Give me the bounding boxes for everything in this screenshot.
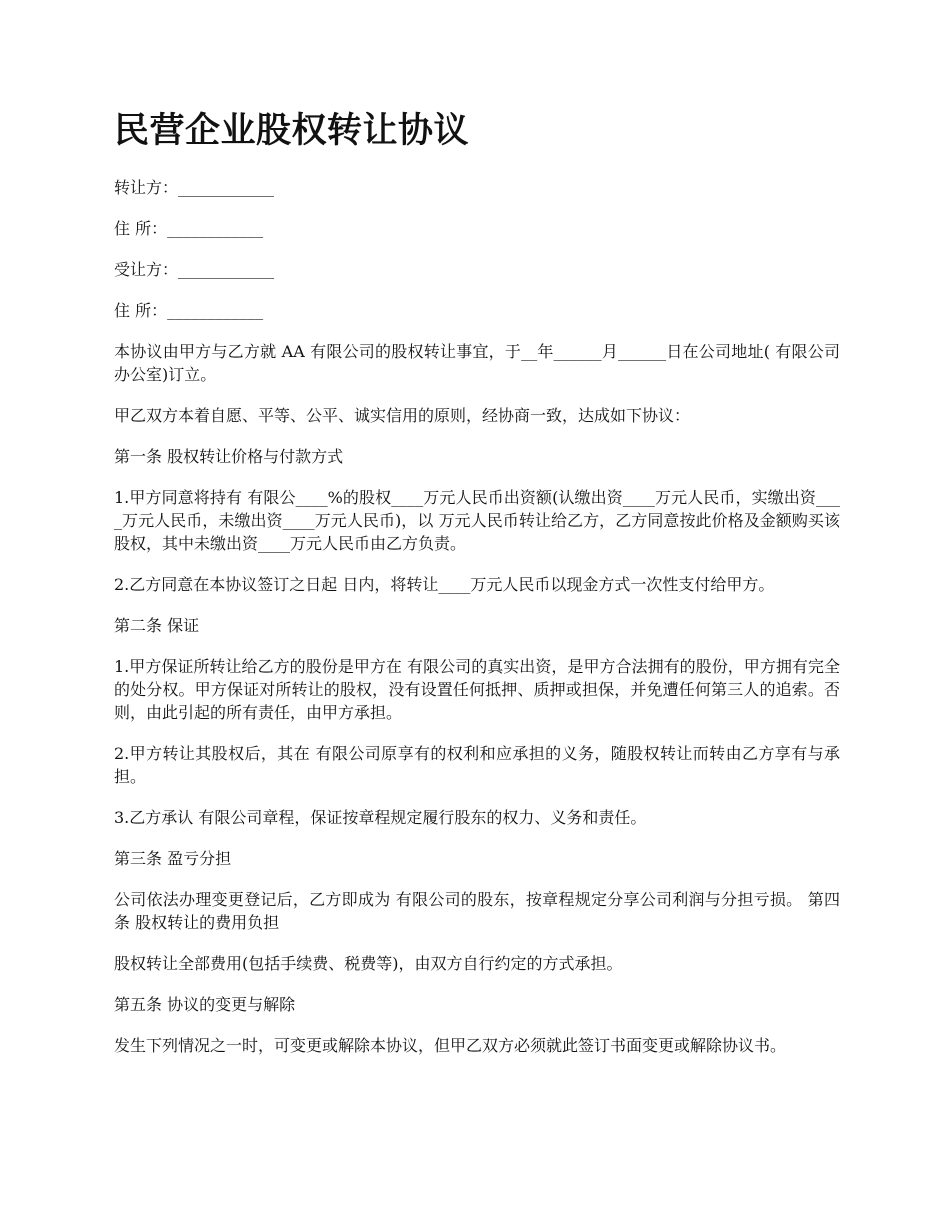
article-3-body: 公司依法办理变更登记后，乙方即成为 有限公司的股东，按章程规定分享公司利润与分担亏损。 第四条 股权转让的费用负担 <box>114 889 840 932</box>
article-2-clause-2: 2.甲方转让其股权后，其在 有限公司原享有的权利和应承担的义务，随股权转让而转由乙方享有与承担。 <box>114 743 840 786</box>
transferor-address-line: 住 所：____________ <box>114 218 264 238</box>
transferor-line: 转让方：____________ <box>114 177 275 197</box>
principle-paragraph: 甲乙双方本着自愿、平等、公平、诚实信用的原则，经协商一致，达成如下协议： <box>114 405 691 425</box>
document-title: 民营企业股权转让协议 <box>114 110 470 151</box>
article-1-clause-2: 2.乙方同意在本协议签订之日起 日内，将转让____万元人民币以现金方式一次性支付给甲方。 <box>114 574 775 594</box>
transferee-line: 受让方：____________ <box>114 259 275 279</box>
document-page <box>114 108 840 1075</box>
article-4-body: 股权转让全部费用(包括手续费、税费等)，由双方自行约定的方式承担。 <box>114 953 623 973</box>
article-2-heading: 第二条 保证 <box>114 615 200 635</box>
article-5-heading: 第五条 协议的变更与解除 <box>114 994 296 1014</box>
article-5-body: 发生下列情况之一时，可变更或解除本协议，但甲乙双方必须就此签订书面变更或解除协议书。 <box>114 1035 787 1055</box>
article-3-heading: 第三条 盈亏分担 <box>114 848 232 868</box>
article-2-clause-1: 1.甲方保证所转让给乙方的股份是甲方在 有限公司的真实出资，是甲方合法拥有的股份，甲方拥有完全的处分权。甲方保证对所转让的股权，没有设置任何抵押、质押或担保，并免遭任何第三人的追索。否则，由此引起的所有责任，由甲方承担。 <box>114 656 840 722</box>
intro-paragraph: 本协议由甲方与乙方就 AA 有限公司的股权转让事宜，于__年______月______日在公司地址( 有限公司办公室)订立。 <box>114 341 840 384</box>
transferee-address-line: 住 所：____________ <box>114 300 264 320</box>
article-1-heading: 第一条 股权转让价格与付款方式 <box>114 446 344 466</box>
article-1-clause-1: 1.甲方同意将持有 有限公____%的股权____万元人民币出资额(认缴出资____万元人民币，实缴出资____万元人民币，未缴出资____万元人民币)，以 万元人民币转让给乙方，乙方同意按此价格及金额购买该股权，其中未缴出资____万元人民币由乙方负责。 <box>114 487 840 553</box>
article-2-clause-3: 3.乙方承认 有限公司章程，保证按章程规定履行股东的权力、义务和责任。 <box>114 807 647 827</box>
